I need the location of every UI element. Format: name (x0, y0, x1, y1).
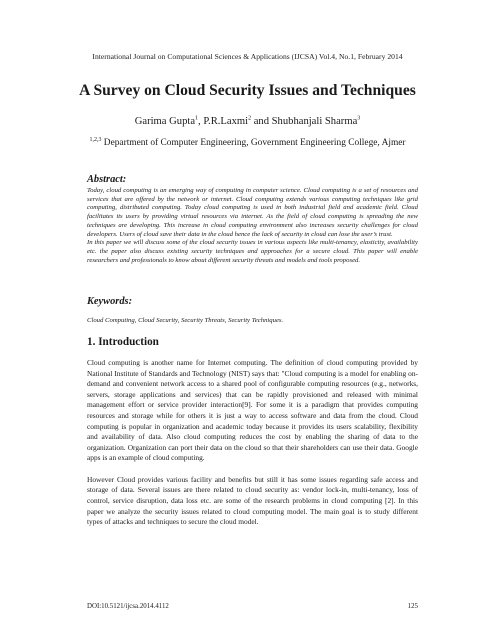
author-affiliation-marker: 1 (195, 115, 199, 122)
author-name: Shubhanjali Sharma (271, 116, 358, 127)
abstract-heading: Abstract: (87, 174, 127, 185)
keywords-text: Cloud Computing, Cloud Security, Security Threats, Security Techniques. (87, 317, 284, 324)
introduction-paragraph: Cloud computing is another name for Internet computing. The definition of cloud computing provided by National Institute of Standards and Technology (NIST) says that: "Cloud computing is a model for enabling on-demand and convenient network access to a shared pool of configurable computing resources (e.g., networks, servers, storage applications and services) that can be rapidly provisioned and released with minimal management effort or service provider interaction[9]. For some it is a paradigm that provides computing resources and storage while for others it is just a way to access software and data from the cloud. Cloud computing is popular in organization and academic today because it provides its users scalability, flexibility and availability of data. Also cloud computing reduces the cost by enabling the sharing of data to the organization. Organization can port their data on the cloud so that their shareholders can use their data. Google apps is an example of cloud computing. (87, 358, 418, 463)
page-number: 125 (407, 603, 418, 610)
footer-doi: DOI:10.5121/ijcsa.2014.4112 (87, 603, 169, 610)
affiliation-marker: 1,2,3 (89, 136, 102, 143)
author-name: P.R.Laxmi (203, 116, 249, 127)
introduction-paragraph: However Cloud provides various facility and benefits but still it has some issues regarding safe access and storage of data. Several issues are there related to cloud security as: vendor lock-in, multi-tenancy, loss of control, service disruption, data loss etc. are some of the research problems in cloud computing [2]. In this paper we analyze the security issues related to cloud computing model. The main goal is to study different types of attacks and techniques to secure the cloud model. (87, 474, 418, 527)
affiliation-text: Department of Computer Engineering, Government Engineering College, Ajmer (101, 138, 406, 148)
author-affiliation-marker: 3 (357, 115, 361, 122)
author-separator: , (198, 116, 204, 127)
journal-header: International Journal on Computational Sciences & Applications (IJCSA) Vol.4, No.1, February 2014 (92, 52, 403, 61)
author-name: Garima Gupta (134, 116, 196, 127)
abstract-body (87, 187, 418, 265)
affiliation (0, 138, 495, 148)
paper-title: A Survey on Cloud Security Issues and Techniques (79, 82, 416, 99)
abstract-paragraph: Today, cloud computing is an emerging way of computing in computer science. Cloud computing is a set of resources and services that are offered by the network or internet. Cloud computing extends various computing techniques like grid computing, distributed computing. Today cloud computing is used in both industrial field and academic field. Cloud facilitates its users by providing virtual resources via internet. As the field of cloud computing is spreading the new techniques are developing. This increase in cloud computing environment also increases security challenges for cloud developers. Users of cloud save their data in the cloud hence the lack of security in cloud can lose the user’s trust. (87, 187, 418, 238)
introduction-body (87, 358, 418, 539)
author-list (0, 116, 495, 127)
author-affiliation-marker: 2 (248, 115, 252, 122)
keywords-heading: Keywords: (87, 296, 133, 307)
introduction-heading: 1. Introduction (87, 336, 159, 348)
abstract-paragraph: In this paper we will discuss some of the cloud security issues in various aspects like multi-tenancy, elasticity, availability etc. the paper also discuss existing security techniques and approaches for a secure cloud. This paper will enable researchers and professionals to know about different security threats and models and tools proposed. (87, 239, 418, 264)
author-separator: and (251, 116, 272, 127)
